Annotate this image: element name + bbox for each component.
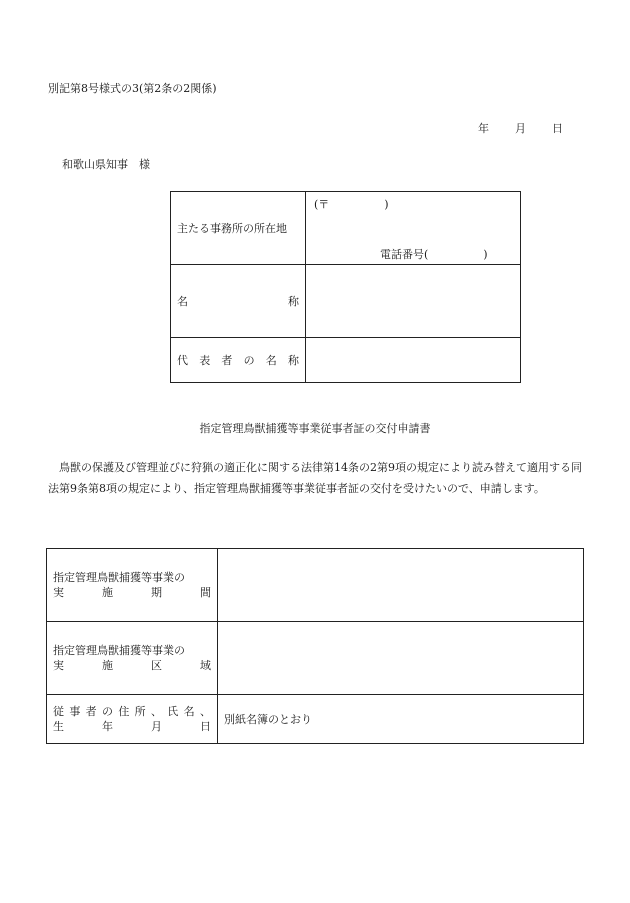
rep-label-char: 者	[221, 354, 233, 367]
name-label-char: 称	[288, 295, 299, 308]
period-label-char: 施	[102, 586, 113, 599]
area-label-char: 施	[102, 659, 113, 672]
worker-info-field: 別紙名簿のとおり	[218, 695, 584, 744]
representative-field[interactable]	[306, 338, 521, 383]
address-label: 主たる事務所の所在地	[171, 192, 306, 265]
worker-label-char: 住	[118, 705, 130, 718]
worker-label-char: 氏	[167, 705, 179, 718]
name-field[interactable]	[306, 265, 521, 338]
worker-label-char: 年	[102, 720, 113, 733]
date-line	[478, 120, 563, 136]
implementation-period-field[interactable]	[218, 549, 584, 622]
period-label-char: 期	[151, 586, 162, 599]
date-year-label: 年	[478, 122, 489, 135]
rep-label-char: 名	[265, 354, 277, 367]
period-label-line1: 指定管理鳥獣捕獲等事業の	[53, 571, 185, 584]
worker-label-char: 従	[53, 705, 64, 718]
implementation-area-label	[47, 622, 218, 695]
date-day-label: 日	[552, 122, 563, 135]
detail-table	[46, 548, 584, 744]
worker-label-char: 事	[69, 705, 81, 718]
form-reference: 別記第8号様式の3(第2条の2関係)	[48, 82, 217, 95]
area-label-char: 実	[53, 659, 64, 672]
rep-label-char: 代	[177, 354, 188, 367]
period-label-char: 間	[200, 586, 211, 599]
worker-label-char: 者	[85, 705, 97, 718]
implementation-area-field[interactable]	[218, 622, 584, 695]
worker-label-line1	[53, 704, 211, 719]
address-field[interactable]	[306, 192, 521, 265]
representative-label	[171, 338, 306, 383]
phone-number-field: 電話番号( )	[380, 248, 488, 261]
rep-label-char: の	[243, 354, 255, 367]
worker-label-char: 、	[199, 705, 211, 718]
body-paragraph: 鳥獣の保護及び管理並びに狩猟の適正化に関する法律第14条の2第9項の規定により読み替えて適用する同法第9条第8項の規定により、指定管理鳥獣捕獲等事業従事者証の交付を受けたいので、申請します。	[48, 461, 582, 495]
name-label	[171, 265, 306, 338]
area-label-char: 域	[200, 659, 211, 672]
worker-label-char: 名	[183, 705, 195, 718]
worker-label-char: の	[101, 705, 113, 718]
addressee: 和歌山県知事 様	[62, 158, 150, 171]
area-label-char: 区	[151, 659, 162, 672]
rep-label-char: 表	[199, 354, 211, 367]
area-label-line1: 指定管理鳥獣捕獲等事業の	[53, 644, 185, 657]
period-label-char: 実	[53, 586, 64, 599]
worker-label-char: 生	[53, 720, 64, 733]
worker-info-label	[47, 695, 218, 744]
worker-label-char: 、	[150, 705, 162, 718]
document-title: 指定管理鳥獣捕獲等事業従事者証の交付申請書	[199, 422, 431, 435]
worker-label-line2	[53, 719, 211, 734]
implementation-period-label	[47, 549, 218, 622]
worker-label-char: 月	[151, 720, 162, 733]
name-label-char: 名	[177, 295, 188, 308]
period-label-line2	[53, 585, 211, 600]
rep-label-char: 称	[287, 354, 299, 367]
worker-label-char: 所	[134, 705, 146, 718]
date-month-label: 月	[515, 122, 526, 135]
area-label-line2	[53, 658, 211, 673]
postal-code-field: (〒 )	[314, 198, 389, 211]
applicant-table	[170, 191, 521, 383]
worker-label-char: 日	[200, 720, 211, 733]
